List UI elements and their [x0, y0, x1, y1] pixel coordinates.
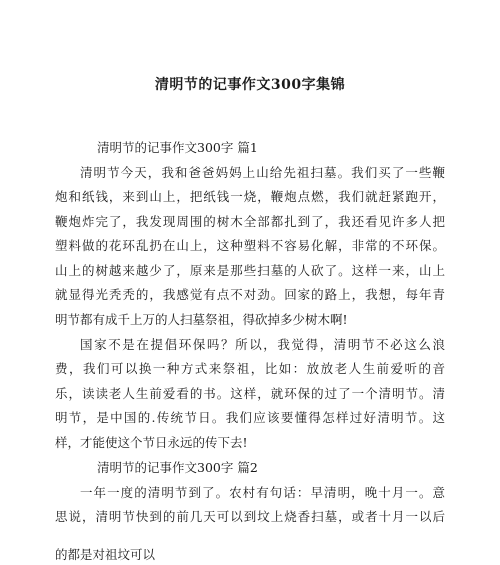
paragraph-line: 费，我们可以换一种方式来祭祖，比如：放放老人生前爱听的音: [55, 361, 445, 376]
paragraph-line: 明节都有成千上万的人扫墓祭祖，得砍掉多少树木啊!: [55, 312, 348, 327]
paragraph-line: 乐，读读老人生前爱看的书。这样，就环保的过了一个清明节。清: [55, 386, 445, 401]
paragraph-line: 国家不是在提倡环保吗？所以，我觉得，清明节不必这么浪: [80, 337, 445, 352]
section-heading-2: 清明节的记事作文300字 篇2: [97, 460, 258, 475]
paragraph-line: 思说，清明节快到的前几天可以到坟上烧香扫墓，或者十月一以后: [55, 509, 445, 524]
paragraph-line: 塑料做的花环乱扔在山上，这种塑料不容易化解，非常的不环保。: [55, 238, 445, 253]
paragraph-line: 鞭炮炸完了，我发现周围的树木全部都扎到了，我还看见许多人把: [55, 214, 445, 229]
document-title: 清明节的记事作文300字集锦: [154, 77, 346, 93]
paragraph-line: 炮和纸钱，来到山上，把纸钱一烧，鞭炮点燃，我们就赶紧跑开，: [55, 189, 445, 204]
paragraph-line: 山上的树越来越少了，原来是那些扫墓的人砍了。这样一来，山上: [55, 263, 445, 278]
paragraph-line: 清明节今天，我和爸爸妈妈上山给先祖扫墓。我们买了一些鞭: [80, 165, 445, 180]
paragraph-line: 一年一度的清明节到了。农村有句话：早清明，晚十月一。意: [80, 485, 445, 500]
paragraph-line-partial: 的都是对祖坟可以: [55, 547, 156, 562]
paragraph-line: 样，才能使这个节日永远的传下去!: [55, 435, 248, 450]
paragraph-line: 明节，是中国的.传统节日。我们应该要懂得怎样过好清明节。这: [55, 410, 445, 425]
paragraph-line: 就显得光秃秃的，我感觉有点不对劲。回家的路上，我想，每年青: [55, 287, 445, 302]
section-heading-1: 清明节的记事作文300字 篇1: [97, 140, 258, 155]
